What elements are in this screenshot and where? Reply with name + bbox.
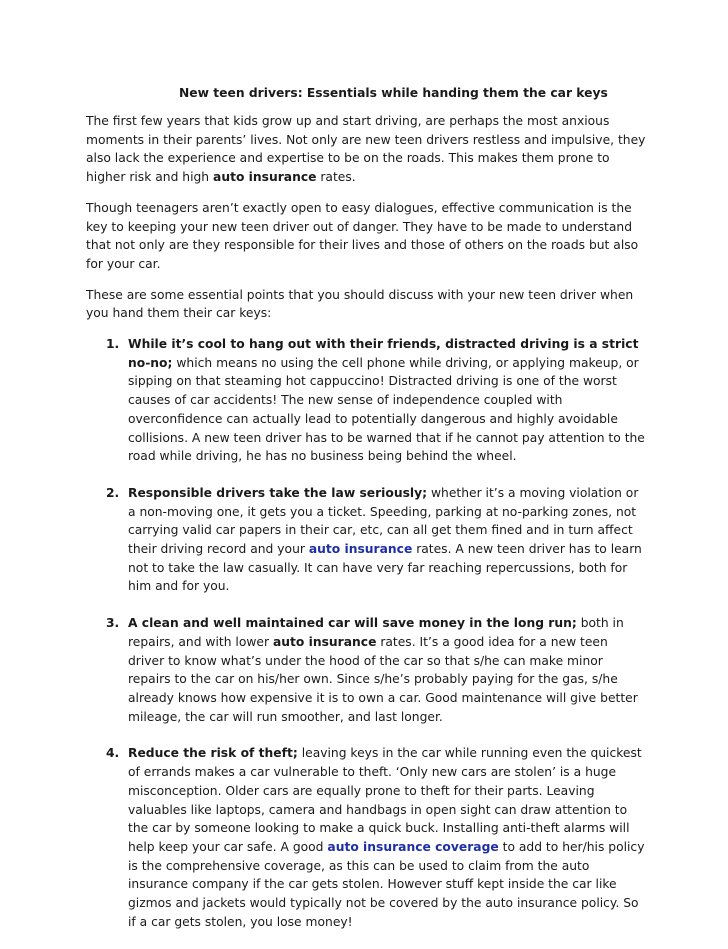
list-item-body: both in repairs, and with lower [128,616,624,649]
essential-points-intro: These are some essential points that you should discuss with your new teen driver when you hand them their car keys: [86,287,634,321]
list-item [86,335,646,466]
list-item-body: whether it’s a moving violation or a non-moving one, it gets you a ticket. Speeding, parking at no-parking zones, not carrying valid car papers in their car, etc, can all get them fined and in turn affect their driving record and your [128,485,639,557]
list-item-lead: While it’s cool to hang out with their friends, distracted driving is a strict no-no; [128,337,639,370]
intro-text: The first few years that kids grow up and start driving, are perhaps the most anxious moments in their parents’ lives. Not only are new teen drivers restless and impulsive, they also lack the experience and expertise to be on the roads. This makes them prone to higher risk and high [86,114,646,185]
list-item-body: which means no using the cell phone while driving, or applying makeup, or sipping on that steaming hot cappuccino! Distracted driving is one of the worst causes of car accidents! The new sense of independence coupled with overconfidence can actually lead to potentially dangerous and highly avoidable collisions. A new teen driver has to be warned that if he cannot pay attention to the road while driving, he has no business being behind the wheel. [128,355,645,464]
list-item-body: leaving keys in the car while running even the quickest of errands makes a car vulnerable to theft. ‘Only new cars are stolen’ is a huge misconception. Older cars are equally prone to theft for their parts. Leaving valuables like laptops, camera and handbags in open sight can draw attention to the car by someone looking to make a quick buck. Installing anti-theft alarms will help keep your car safe. A good [128,746,642,854]
list-item-lead: Reduce the risk of theft; [128,746,298,761]
keyword-link-auto-insurance-coverage[interactable]: auto insurance coverage [327,839,499,854]
keyword-auto-insurance: auto insurance [272,634,377,649]
keyword-link-auto-insurance[interactable]: auto insurance [308,542,413,557]
list-item-lead: A clean and well maintained car will save money in the long run; [128,616,577,631]
document-body [86,84,646,949]
list-item [86,744,646,931]
keyword-auto-insurance: auto insurance [213,170,317,185]
list-item [86,614,646,726]
list-item-number: 2. [106,485,120,500]
list-item-number: 4. [106,746,120,761]
essential-points-list [86,335,646,931]
list-item [86,484,646,596]
list-item-body-tail: to add to her/his policy is the comprehensive coverage, as this can be used to claim from the auto insurance company if the car gets stolen. However stuff kept inside the car like gizmos and jackets would typically not be covered by the auto insurance policy. So if a car gets stolen, you lose money! [128,839,645,929]
document-title: New teen drivers: Essentials while handing them the car keys [179,86,608,100]
communication-paragraph: Though teenagers aren’t exactly open to easy dialogues, effective communication is the key to keeping your new teen driver out of danger. They have to be made to understand that not only are they responsible for their lives and those of others on the roads but also for your car. [86,200,639,271]
list-item-number: 1. [106,337,120,352]
list-item-number: 3. [106,616,120,631]
list-item-body-tail: rates. It’s a good idea for a new teen driver to know what’s under the hood of the car so that s/he can make minor repairs to the car on his/her own. Since s/he’s probably paying for the gas, s/he already knows how expensive it is to own a car. Good maintenance will give better mileage, the car will run smoother, and last longer. [128,634,638,724]
list-item-body-tail: rates. A new teen driver has to learn not to take the law casually. It can have very far reaching repercussions, both for him and for you. [128,542,642,594]
list-item-lead: Responsible drivers take the law seriously; [128,485,428,500]
intro-paragraph [86,112,646,187]
intro-tail: rates. [316,170,356,185]
